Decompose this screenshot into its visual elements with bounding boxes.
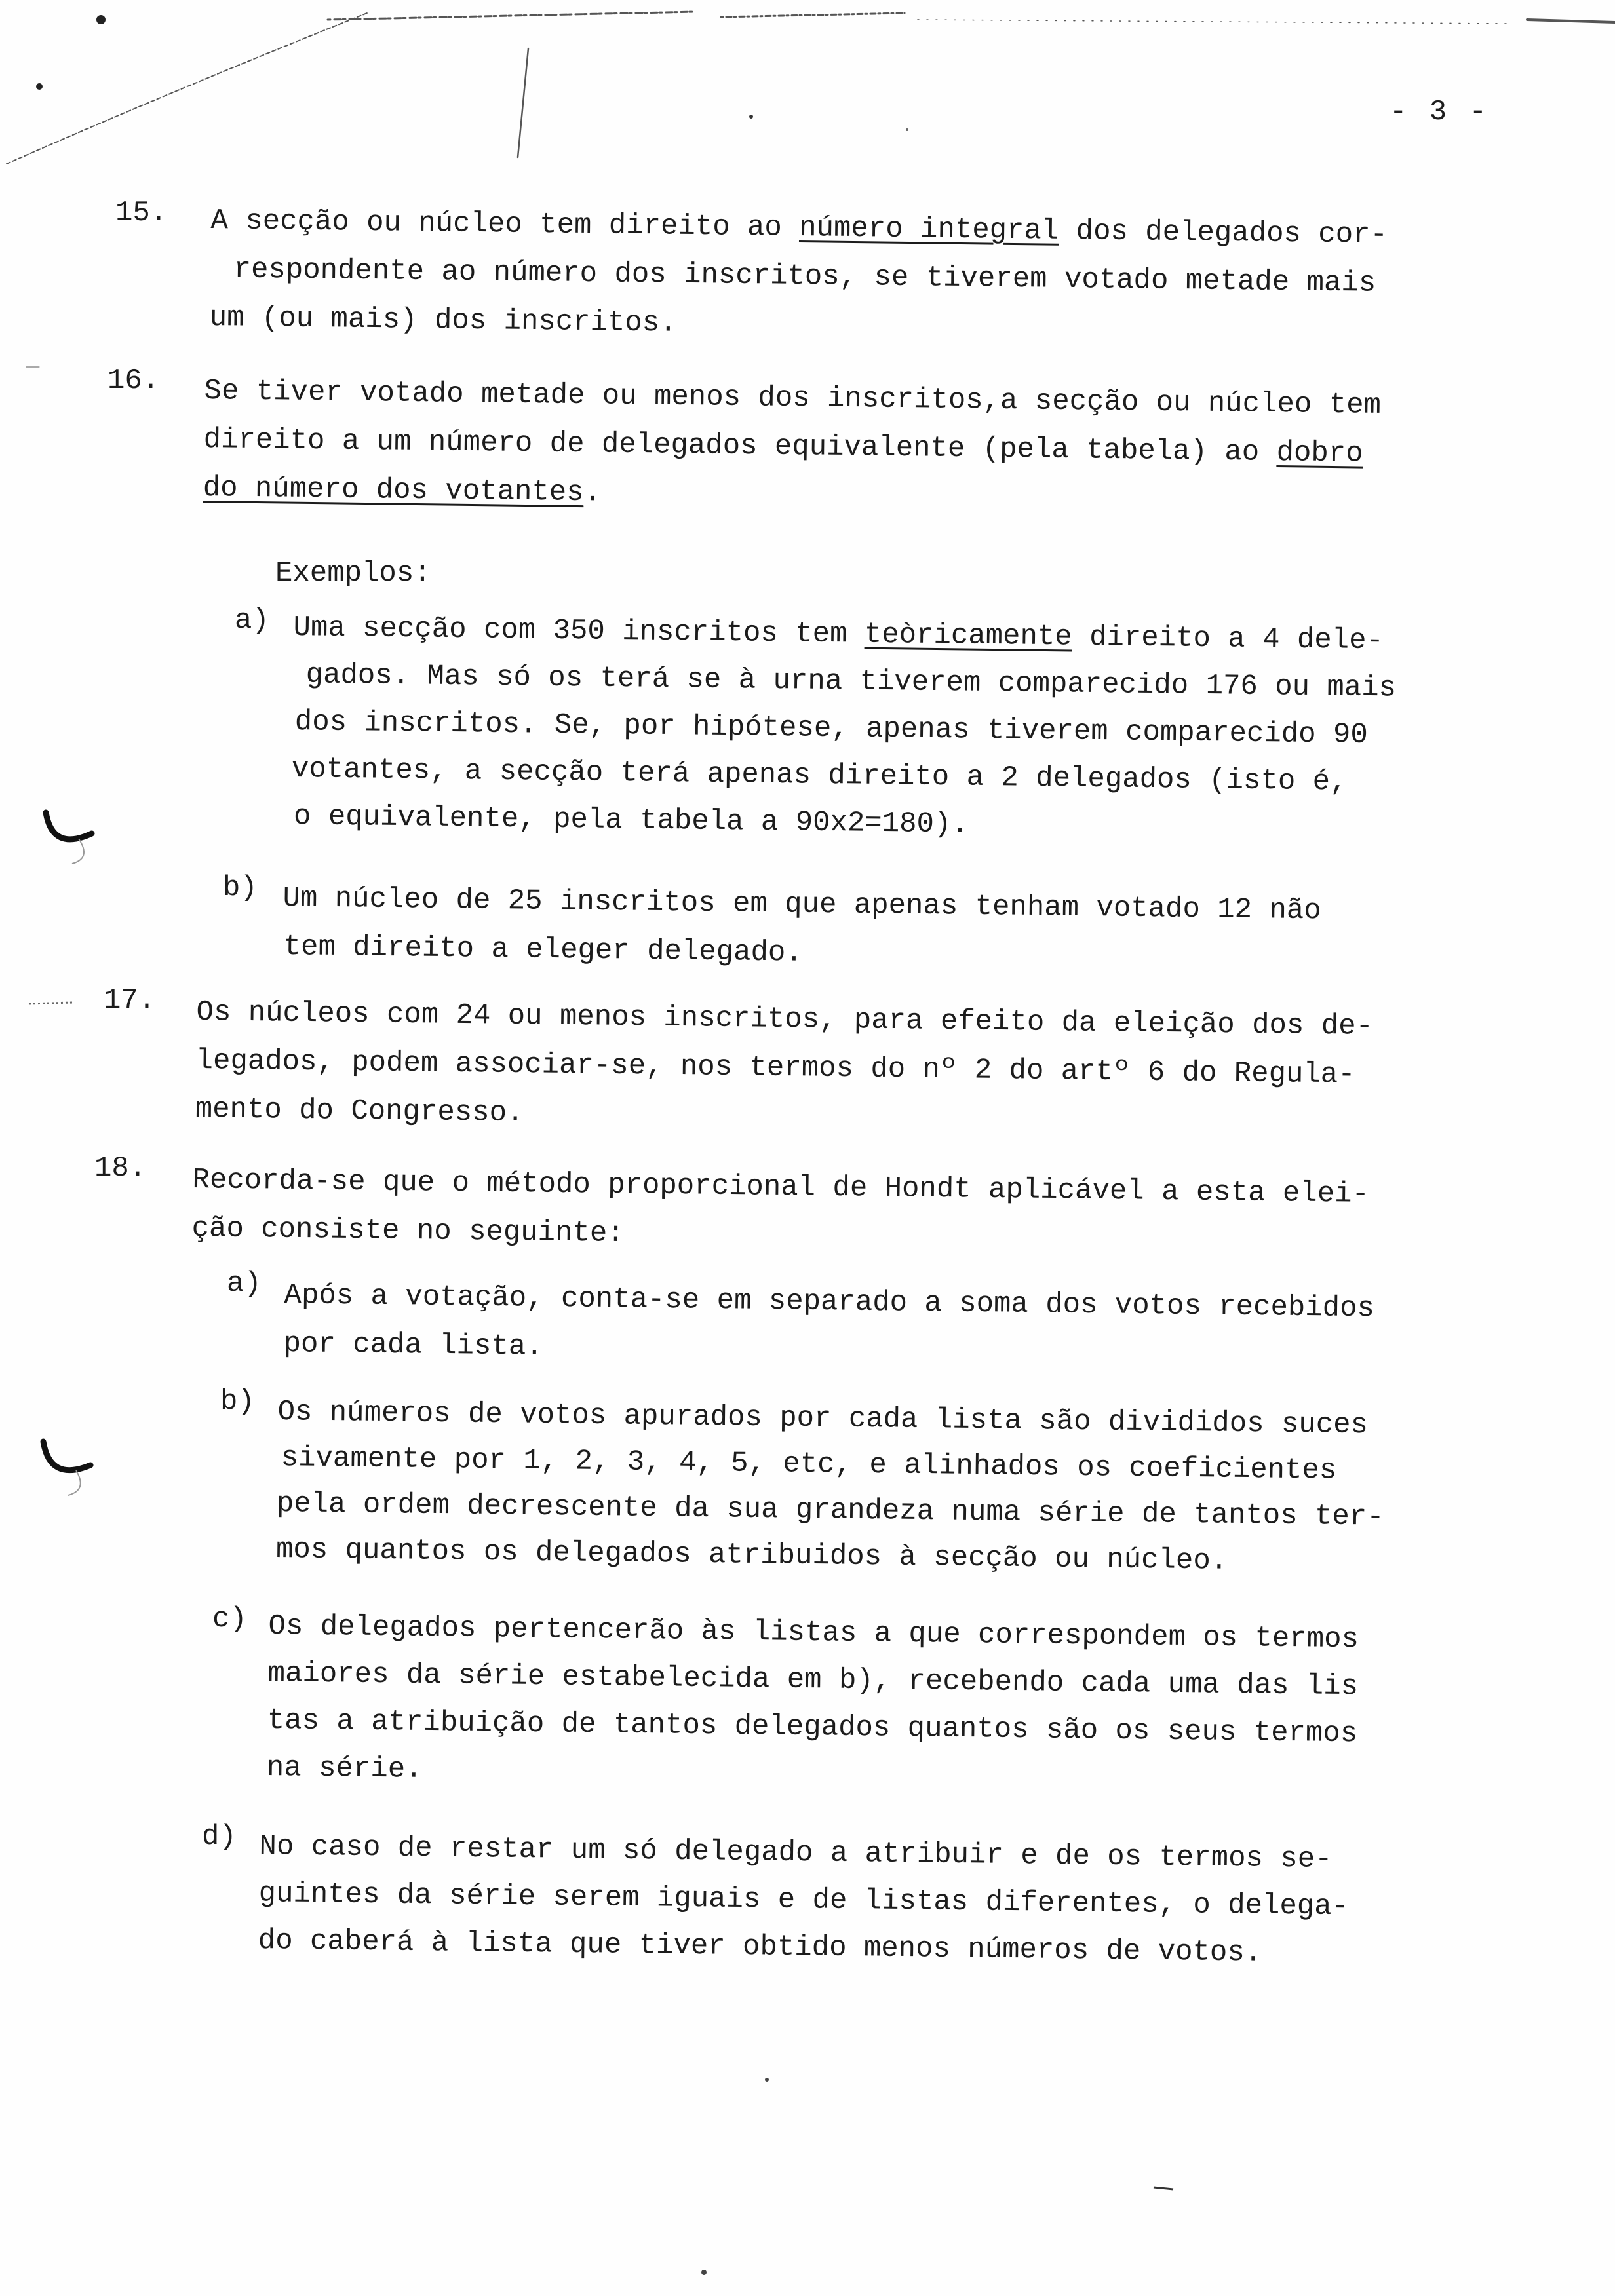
item-15-line-1: A secção ou núcleo tem direito ao número integral dos delegados cor- — [210, 204, 1388, 252]
example-a-text — [291, 604, 1397, 854]
item-15-line-3: um (ou mais) dos inscritos. — [209, 301, 677, 340]
item-16-text — [203, 367, 1381, 527]
example-a-line-4: votantes, a secção terá apenas direito a 2 delegados (isto é, — [291, 752, 1348, 799]
item-18-a-label: a) — [227, 1267, 262, 1300]
example-b-line-2: tem direito a eleger delegado. — [283, 930, 804, 970]
item-16-line-2: direito a um número de delegados equivalente (pela tabela) ao dobro — [203, 423, 1363, 470]
examples-heading: Exemplos: — [275, 557, 431, 590]
item-16-line-3: do número dos votantes. — [203, 471, 602, 510]
example-a-line-1: Uma secção com 350 inscritos tem teòricamente direito a 4 dele- — [293, 611, 1384, 658]
item-18-b-line-1: Os números de votos apurados por cada lista são divididos suces — [277, 1395, 1369, 1442]
item-18-d-line-3: do caberá à lista que tiver obtido menos números de votos. — [258, 1924, 1262, 1970]
item-18-c-label: c) — [212, 1603, 247, 1636]
item-18-d-line-1: No caso de restar um só delegado a atribuir e de os termos se- — [259, 1829, 1333, 1876]
example-a-line-5: o equivalente, pela tabela a 90x2=180). — [293, 800, 969, 841]
underlined-phrase: do número dos votantes — [203, 471, 584, 510]
item-18-d-label: d) — [202, 1820, 237, 1853]
example-b-text — [282, 874, 1321, 984]
example-a-label: a) — [235, 604, 269, 637]
page-number: - 3 - — [1390, 96, 1490, 128]
item-18-b-line-4: mos quantos os delegados atribuidos à secção ou núcleo. — [275, 1533, 1228, 1578]
item-18-c-line-2: maiores da série estabelecida em b), recebendo cada uma das lis — [267, 1656, 1359, 1704]
item-18-c-text — [266, 1603, 1359, 1805]
item-18-a-line-2: por cada lista. — [283, 1327, 543, 1364]
item-17-line-2: legados, podem associar-se, nos termos do nº 2 do artº 6 do Regula- — [195, 1044, 1355, 1092]
example-a-line-2: gados. Mas só os terá se à urna tiverem comparecido 176 ou mais — [305, 659, 1397, 705]
item-18-b-label: b) — [220, 1385, 255, 1418]
item-16-line-1: Se tiver votado metade ou menos dos inscritos,a secção ou núcleo tem — [204, 374, 1382, 422]
item-17-number: 17. — [104, 984, 156, 1017]
item-18-d-text — [258, 1823, 1350, 1978]
item-18-c-line-3: tas a atribuição de tantos delegados quantos são os seus termos — [267, 1704, 1358, 1751]
item-18-d-line-2: guintes da série serem iguais e de listas diferentes, o delega- — [258, 1877, 1350, 1924]
item-16-number: 16. — [107, 364, 160, 397]
item-18-a-text — [283, 1271, 1374, 1381]
underlined-phrase: teòricamente — [864, 618, 1072, 654]
item-17-line-3: mento do Congresso. — [195, 1092, 524, 1130]
item-18-b-line-3: pela ordem decrescente da sua grandeza numa série de tantos ter- — [276, 1487, 1384, 1534]
example-a-line-3: dos inscritos. Se, por hipótese, apenas tiverem comparecido 90 — [294, 706, 1369, 752]
item-15-line-2: respondente ao número dos inscritos, se tiverem votado metade mais — [233, 253, 1376, 300]
item-18-line-1: Recorda-se que o método proporcional de Hondt aplicável a esta elei- — [192, 1163, 1370, 1211]
item-18-c-line-4: na série. — [266, 1751, 423, 1786]
underlined-phrase: número integral — [798, 211, 1059, 248]
item-17-line-1: Os núcleos com 24 ou menos inscritos, para efeito da eleição dos de- — [196, 995, 1374, 1043]
example-b-label: b) — [223, 871, 258, 904]
item-18-b-line-2: sivamente por 1, 2, 3, 4, 5, etc, e alinhados os coeficientes — [281, 1442, 1337, 1487]
item-18-b-text — [276, 1389, 1386, 1586]
underlined-phrase: dobro — [1276, 436, 1363, 470]
example-b-line-1: Um núcleo de 25 inscritos em que apenas tenham votado 12 não — [282, 881, 1322, 928]
item-18-line-2: ção consiste no seguinte: — [191, 1212, 625, 1251]
item-18-number: 18. — [94, 1152, 147, 1185]
item-15-text — [209, 197, 1388, 356]
item-18-a-line-1: Após a votação, conta-se em separado a soma dos votos recebidos — [284, 1278, 1375, 1326]
item-15-number: 15. — [115, 197, 168, 229]
item-17-text — [195, 988, 1373, 1148]
item-18-c-line-1: Os delegados pertencerão às listas a que correspondem os termos — [268, 1609, 1359, 1656]
item-18-text — [191, 1156, 1369, 1267]
